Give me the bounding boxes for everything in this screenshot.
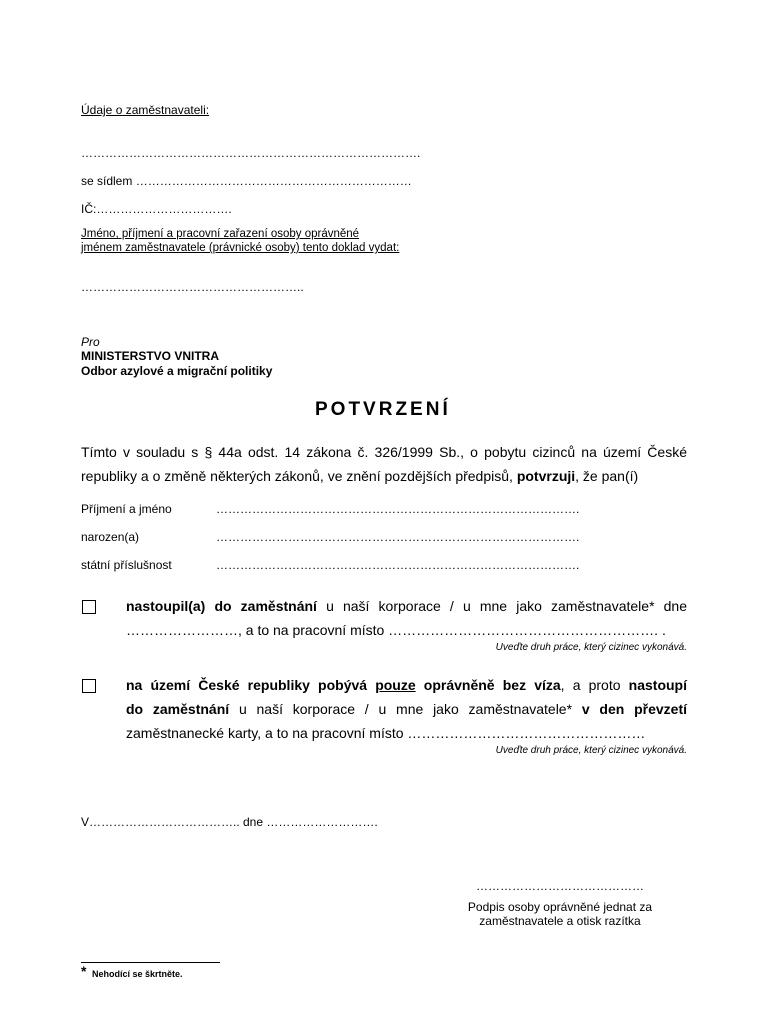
ic-dots: ……………………………. — [96, 202, 232, 216]
ic-label: IČ: — [81, 202, 97, 216]
person-label-line2: jménem zaměstnavatele (právnické osoby) tento doklad vydat: — [81, 242, 400, 254]
person-dots: ……………………………………………….. — [81, 280, 304, 294]
seat-label: se sídlem — [81, 174, 133, 188]
employer-heading: Údaje o zaměstnavateli: — [81, 103, 210, 117]
option2-line3: zaměstnanecké karty, a to na pracovní místo …………………………………………… — [126, 725, 646, 741]
option2-line2-rest: u naší korporace / u mne jako zaměstnavatele* — [238, 701, 573, 717]
employer-ic-line — [81, 202, 232, 216]
option2-checkbox[interactable] — [82, 679, 96, 693]
option2-therefore: , a proto — [560, 677, 621, 693]
field-dots-birth: ………………………………………………………………………………. — [216, 530, 580, 544]
recipient-department: Odbor azylové a migrační politiky — [81, 364, 273, 378]
signature-dots: …………………………………… — [476, 879, 644, 893]
place-date-line: V……………………………….. dne ………………………. — [81, 815, 378, 829]
signature-label-line1: Podpis osoby oprávněné jednat za — [467, 900, 653, 914]
field-dots-name: ………………………………………………………………………………. — [216, 502, 580, 516]
option2-line1 — [126, 673, 687, 697]
option2-to-work: do zaměstnání — [126, 701, 230, 717]
option2-stays: na území České republiky pobývá — [126, 677, 368, 693]
seat-dots: …………………………………………………………… — [135, 174, 412, 188]
option1-started-work: nastoupil(a) do zaměstnání — [126, 598, 317, 614]
field-dots-nationality: ………………………………………………………………………………. — [216, 558, 580, 572]
option1-note: Uveďte druh práce, který cizinec vykonává. — [495, 642, 687, 653]
field-label-name: Příjmení a jméno — [81, 502, 172, 516]
option2-note: Uveďte druh práce, který cizinec vykonává. — [495, 745, 687, 756]
option1-line1 — [126, 594, 687, 618]
person-label-line1: Jméno, příjmení a pracovní zařazení osoby oprávněné — [81, 228, 360, 240]
intro-confirm-word: potvrzuji — [516, 468, 576, 484]
recipient-pro: Pro — [81, 335, 100, 349]
intro-line2-end: , že pan(í) — [575, 468, 639, 484]
option1-line1-rest: u naší korporace / u mne jako zaměstnavatele* dne — [326, 598, 688, 614]
signature-label-line2: zaměstnavatele a otisk razítka — [479, 914, 641, 928]
option1-line2: ……………………, a to na pracovní místo …………………………………………………. . — [126, 622, 666, 638]
option2-line2 — [126, 697, 687, 721]
document-title: POTVRZENÍ — [315, 399, 451, 420]
footnote-mark: * — [81, 963, 87, 979]
field-label-birth: narozen(a) — [81, 530, 140, 544]
option2-visa-free: oprávněně bez víza — [423, 677, 561, 693]
intro-line2 — [81, 464, 638, 488]
option2-only: pouze — [375, 677, 416, 693]
intro-line1: Tímto v souladu s § 44a odst. 14 zákona č. 326/1999 Sb., o pobytu cizinců na území České — [81, 444, 687, 460]
recipient-ministry: MINISTERSTVO VNITRA — [81, 349, 220, 363]
employer-name-dots: …………………………………………………………………………. — [81, 146, 421, 160]
footnote-divider — [81, 962, 220, 963]
field-label-nationality: státní příslušnost — [81, 558, 172, 572]
option2-will-start: nastoupí — [628, 677, 688, 693]
intro-line2-text: republiky a o změně některých zákonů, ve znění pozdějších předpisů, — [81, 468, 513, 484]
footnote-text: Nehodící se škrtněte. — [92, 969, 183, 979]
option1-checkbox[interactable] — [82, 600, 96, 614]
option2-on-day: v den převzetí — [581, 701, 688, 717]
employer-seat-line — [81, 174, 412, 188]
